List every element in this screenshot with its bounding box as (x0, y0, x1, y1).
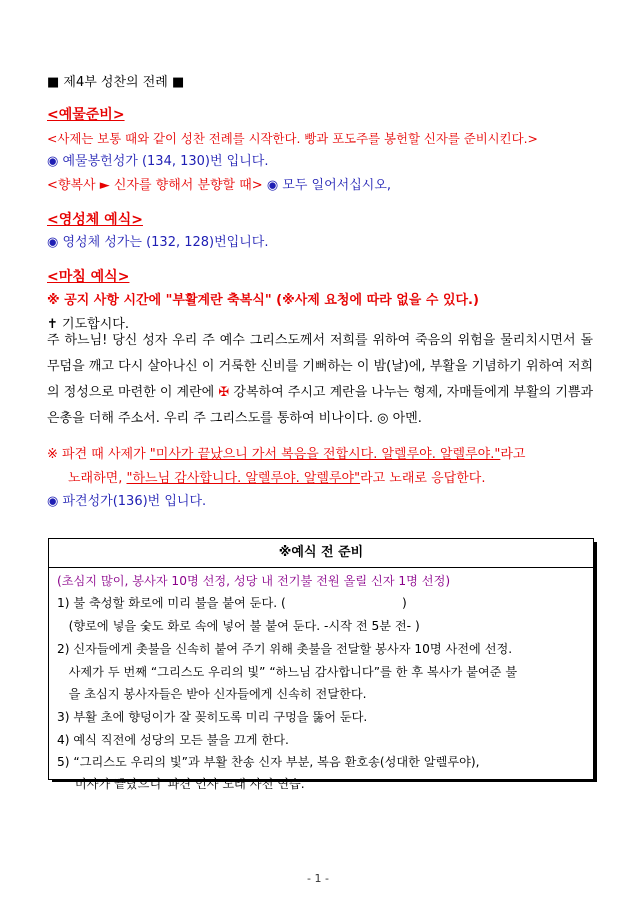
prep-item: 을 초심지 봉사자들은 받아 신자들에게 신속히 전달한다. (57, 687, 367, 701)
incense-instruction: <향복사 ► 신자를 향해서 분향할 때> (47, 178, 263, 193)
prep-item: 사제가 두 번째 “그리스도 우리의 빛” “하느님 감사합니다”를 한 후 복사가 붙여준 불 (57, 665, 518, 679)
dismissal-response-suffix: 라고 노래로 응답한다. (360, 471, 486, 486)
offertory-note: <사제는 보통 때와 같이 성찬 전례를 시작한다. 빵과 포도주를 봉헌할 신자를 준비시킨다.> (47, 131, 538, 146)
prep-item: 5) “그리스도 우리의 빛”과 부활 찬송 신자 부분, 복음 환호송(성대한 알렐루야), (57, 755, 480, 769)
prayer-text-part-1: 주 하느님! 당신 성자 우리 주 예수 그리스도께서 저희를 위하여 죽음의 위험을 물리치시면서 돌무덤을 깨고 다시 살아나신 이 거룩한 신비를 기뻐하는 이 밤(날)에, 부활을 기념하기 위하여 저희의 정성으로 마련한 이 계란에 (47, 333, 593, 400)
page-number: - 1 - (307, 872, 329, 885)
blessing-prayer (47, 328, 593, 432)
closing-heading: <마침 예식> (47, 269, 130, 285)
prep-item: (향로에 넣을 숯도 화로 속에 넣어 불 붙여 둔다. -시작 전 5분 전- ) (57, 619, 420, 633)
dismissal-prefix: ※ 파견 때 사제가 (47, 447, 150, 462)
incense-line (47, 177, 391, 195)
prayer-text-part-2: 강복하여 주시고 계란을 나누는 형제, 자매들에게 부활의 기쁨과 은총을 더해 주소서. 우리 주 그리스도를 통하여 비나이다. ◎ 아멘. (47, 385, 593, 426)
prayer-call: ✝ 기도합시다. (47, 317, 129, 332)
sending-hymn: ◉ 파견성가(136)번 입니다. (47, 494, 207, 509)
dismissal-suffix: 라고 (500, 447, 526, 462)
prep-item: “미사가 끝났으니”파견 인사 노래 사전 연습. (57, 777, 305, 791)
dismissal-line-1 (47, 446, 525, 464)
prep-item: 3) 부활 초에 향덩이가 잘 꽂히도록 미리 구멍을 뚫어 둔다. (57, 710, 368, 724)
preparation-intro: (초심지 많이, 봉사자 10명 선정, 성당 내 전기불 전원 올릴 신자 1명 선정) (57, 574, 451, 588)
offertory-heading: <예물준비> (47, 107, 125, 123)
dismissal-people-response: "하느님 감사합니다. 알렐루야. 알렐루야" (126, 471, 361, 486)
egg-blessing-notice: ※ 공지 사항 시간에 "부활계란 축복식" (※사제 요청에 따라 없을 수 있다.) (47, 293, 479, 308)
stand-instruction: ◉ 모두 일어서십시오, (262, 178, 392, 193)
cross-mark: ✠ (218, 385, 230, 400)
communion-heading: <영성체 예식> (47, 212, 143, 228)
offertory-hymn: ◉ 예물봉헌성가 (134, 130)번 입니다. (47, 154, 269, 169)
dismissal-line-2 (68, 470, 485, 488)
dismissal-response-prefix: 노래하면, (68, 471, 127, 486)
dismissal-priest-chant: "미사가 끝났으니 가서 복음을 전합시다. 알렐루야. 알렐루야." (149, 447, 501, 462)
preparation-box-title: ※예식 전 준비 (49, 539, 593, 568)
prep-item: 4) 예식 직전에 성당의 모든 불을 끄게 한다. (57, 733, 289, 747)
prep-item: 2) 신자들에게 촛불을 신속히 붙여 주기 위해 촛불을 전달할 봉사자 10명 사전에 선정. (57, 642, 513, 656)
communion-hymn: ◉ 영성체 성가는 (132, 128)번입니다. (47, 235, 269, 250)
prep-item: 1) 불 축성할 화로에 미리 불을 붙여 둔다. ( ) (57, 596, 407, 610)
preparation-box (48, 538, 594, 791)
section-title: ■ 제4부 성찬의 전례 ■ (47, 75, 185, 90)
